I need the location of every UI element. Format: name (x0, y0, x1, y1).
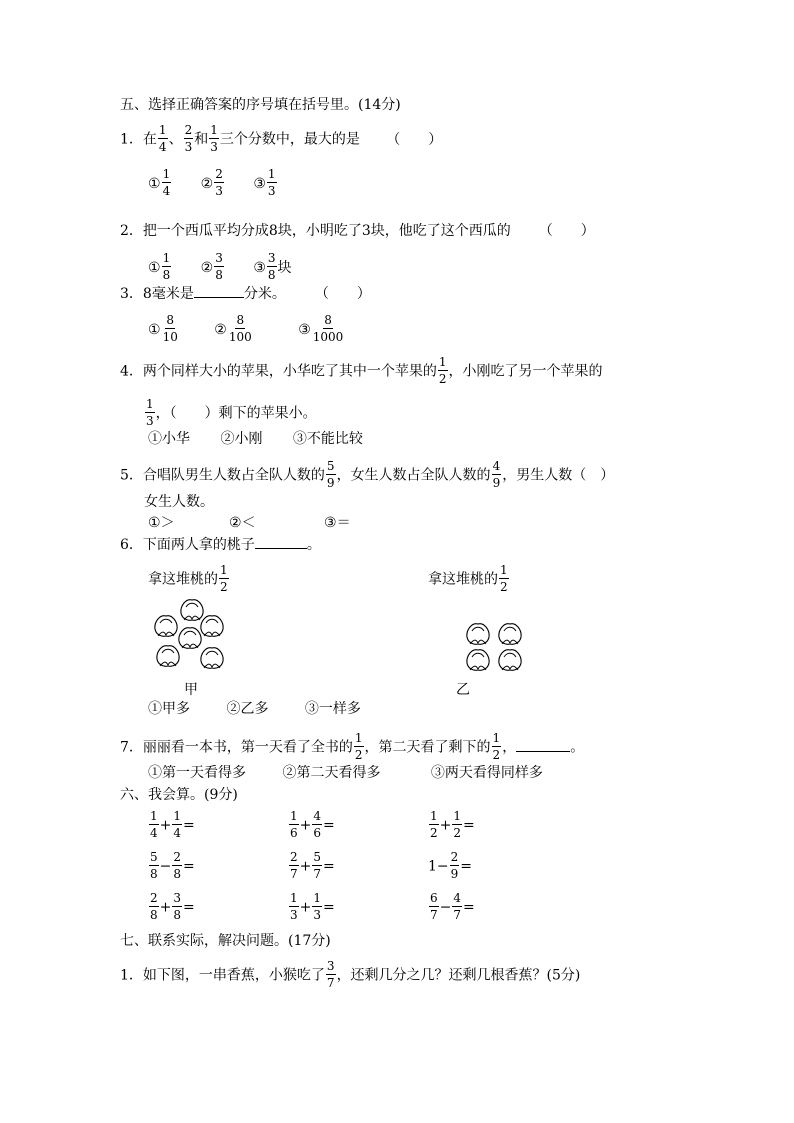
calc-problem: $\frac{6}{7}$ − $\frac{4}{7}$ = (430, 891, 475, 922)
peach-pile-yi (462, 618, 528, 676)
option-1[interactable]: ① $\frac{1}{8}$ (148, 251, 171, 282)
option-1[interactable]: ① $\frac{1}{4}$ (148, 167, 171, 198)
option-3[interactable]: ③＝ (324, 515, 351, 531)
peach-icon (181, 600, 203, 621)
option-1[interactable]: ①＞ (148, 515, 175, 531)
peach-icon (467, 650, 489, 671)
option-1[interactable]: ① $\frac{8}{10}$ (148, 313, 178, 344)
option-2[interactable]: ②＜ (229, 515, 256, 531)
option-3[interactable]: ③不能比较 (292, 431, 363, 447)
calc-problem: $\frac{2}{7}$ + $\frac{5}{7}$ = (290, 850, 335, 881)
calc-problem: $\frac{2}{8}$ + $\frac{3}{8}$ = (150, 891, 195, 922)
fraction: $\frac{4}{7}$ (453, 891, 462, 922)
peach-icon (155, 616, 177, 637)
option-3[interactable]: ③ $\frac{1}{3}$ (253, 167, 276, 198)
label-jia: 甲 (184, 682, 198, 698)
question-4: 4．两个同样大小的苹果，小华吃了其中一个苹果的 $\frac{1}{2}$ ，小刚吃了另一个苹果的 (120, 355, 603, 386)
option-3[interactable]: ③一样多 (304, 701, 361, 717)
calc-problem: 1− $\frac{2}{9}$ = (428, 850, 473, 881)
calc-problem: $\frac{5}{8}$ − $\frac{2}{8}$ = (150, 850, 195, 881)
peach-icon (201, 616, 223, 637)
peach-icon (157, 646, 179, 667)
fraction: $\frac{2}{7}$ (290, 850, 298, 881)
option-1[interactable]: ①小华 (148, 431, 190, 447)
calc-problem: $\frac{1}{2}$ + $\frac{1}{2}$ = (430, 809, 475, 840)
fraction: $\frac{1}{3}$ (210, 123, 218, 154)
fraction: $\frac{5}{7}$ (313, 850, 322, 881)
answer-paren[interactable]: （ ） (386, 131, 443, 148)
q4-options (148, 430, 363, 448)
peach-label-left: 拿这堆桃的 $\frac{1}{2}$ (148, 563, 228, 594)
fraction: $\frac{1}{2}$ (453, 809, 462, 840)
fraction: $\frac{1}{2}$ (430, 809, 438, 840)
fraction: $\frac{3}{8}$ (173, 891, 182, 922)
peach-icon (201, 648, 223, 669)
q3-options (148, 314, 345, 345)
q1-options (148, 168, 278, 199)
peach-icon (467, 624, 489, 645)
question-7: 7．丽丽看一本书，第一天看了全书的 $\frac{1}{2}$ ，第二天看了剩下的 $\frac{1}{2}$ ， 。 (120, 731, 585, 762)
option-2[interactable]: ②小刚 (220, 431, 263, 447)
calc-problem: $\frac{1}{6}$ + $\frac{4}{6}$ = (290, 809, 335, 840)
answer-paren[interactable]: （ ） (538, 223, 595, 239)
fraction: $\frac{1}{3}$ (313, 891, 322, 922)
question-6: 6．下面两人拿的桃子 。 (120, 537, 321, 553)
section-6-title: 六、我会算。(9分) (120, 787, 238, 803)
fraction: $\frac{1}{4}$ (173, 809, 182, 840)
option-3[interactable]: ③ $\frac{8}{1000}$ (298, 313, 344, 344)
calc-problem: $\frac{1}{4}$ + $\frac{1}{4}$ = (150, 809, 195, 840)
fraction: $\frac{1}{4}$ (150, 809, 158, 840)
peach-icon (499, 650, 521, 671)
peach-icon (179, 628, 201, 649)
peach-label-right: 拿这堆桃的 $\frac{1}{2}$ (428, 563, 508, 594)
answer-blank[interactable] (516, 751, 570, 752)
fraction: $\frac{5}{8}$ (150, 850, 158, 881)
fraction: $\frac{4}{6}$ (313, 809, 322, 840)
answer-paren[interactable]: （ ） (321, 286, 371, 302)
option-2[interactable]: ②第二天看得多 (282, 765, 381, 781)
fraction: $\frac{2}{8}$ (150, 891, 158, 922)
question-5-cont: 女生人数。 (144, 494, 214, 510)
q7-options (148, 764, 543, 782)
option-3[interactable]: ③ $\frac{3}{8}$ 块 (253, 251, 292, 282)
fraction: $\frac{6}{7}$ (430, 891, 438, 922)
option-2[interactable]: ②乙多 (226, 701, 269, 717)
option-1[interactable]: ①甲多 (148, 701, 190, 717)
q2-options (148, 252, 292, 283)
fraction: $\frac{1}{3}$ (290, 891, 298, 922)
question-5: 5．合唱队男生人数占全队人数的 $\frac{5}{9}$ ，女生人数占全队人数的 $\frac{4}{9}$ ，男生人数（ ） (120, 459, 615, 490)
option-2[interactable]: ② $\frac{2}{3}$ (200, 167, 223, 198)
fraction: $\frac{1}{4}$ (158, 123, 167, 154)
question-2: 2．把一个西瓜平均分成8块，小明吃了3块，他吃了这个西瓜的 （ ） (120, 223, 595, 239)
word-problem-1: 1．如下图，一串香蕉，小猴吃了 $\frac{3}{7}$ ，还剩几分之几？还剩几根香蕉？(5分) (120, 959, 581, 990)
fraction: $\frac{2}{3}$ (184, 123, 193, 154)
option-3[interactable]: ③两天看得同样多 (430, 765, 543, 781)
answer-blank[interactable] (194, 297, 244, 298)
label-yi: 乙 (456, 682, 470, 698)
calc-problem: $\frac{1}{3}$ + $\frac{1}{3}$ = (290, 891, 335, 922)
fraction: $\frac{2}{9}$ (450, 850, 459, 881)
question-1: 1．在 $\frac{1}{4}$ 、 $\frac{2}{3}$ 和 $\frac{1}{3}$ 三个分数中，最大的是 （ ） (120, 123, 443, 154)
option-2[interactable]: ② $\frac{3}{8}$ (200, 251, 223, 282)
section-5-title: 五、选择正确答案的序号填在括号里。(14分) (120, 97, 401, 113)
option-2[interactable]: ② $\frac{8}{100}$ (214, 313, 252, 344)
question-3: 3．8毫米是 分米。 （ ） (120, 286, 371, 302)
option-1[interactable]: ①第一天看得多 (148, 765, 246, 781)
fraction: $\frac{2}{8}$ (173, 850, 182, 881)
q6-options (148, 700, 361, 718)
answer-blank[interactable] (255, 548, 307, 549)
section-7-title: 七、联系实际，解决问题。(17分) (120, 933, 331, 949)
question-4-cont: $\frac{1}{3}$ ，（ ）剩下的苹果小。 (146, 397, 317, 428)
peach-pile-jia (150, 596, 234, 676)
peach-icon (499, 624, 521, 645)
fraction: $\frac{1}{6}$ (290, 809, 298, 840)
q5-options (148, 514, 351, 532)
